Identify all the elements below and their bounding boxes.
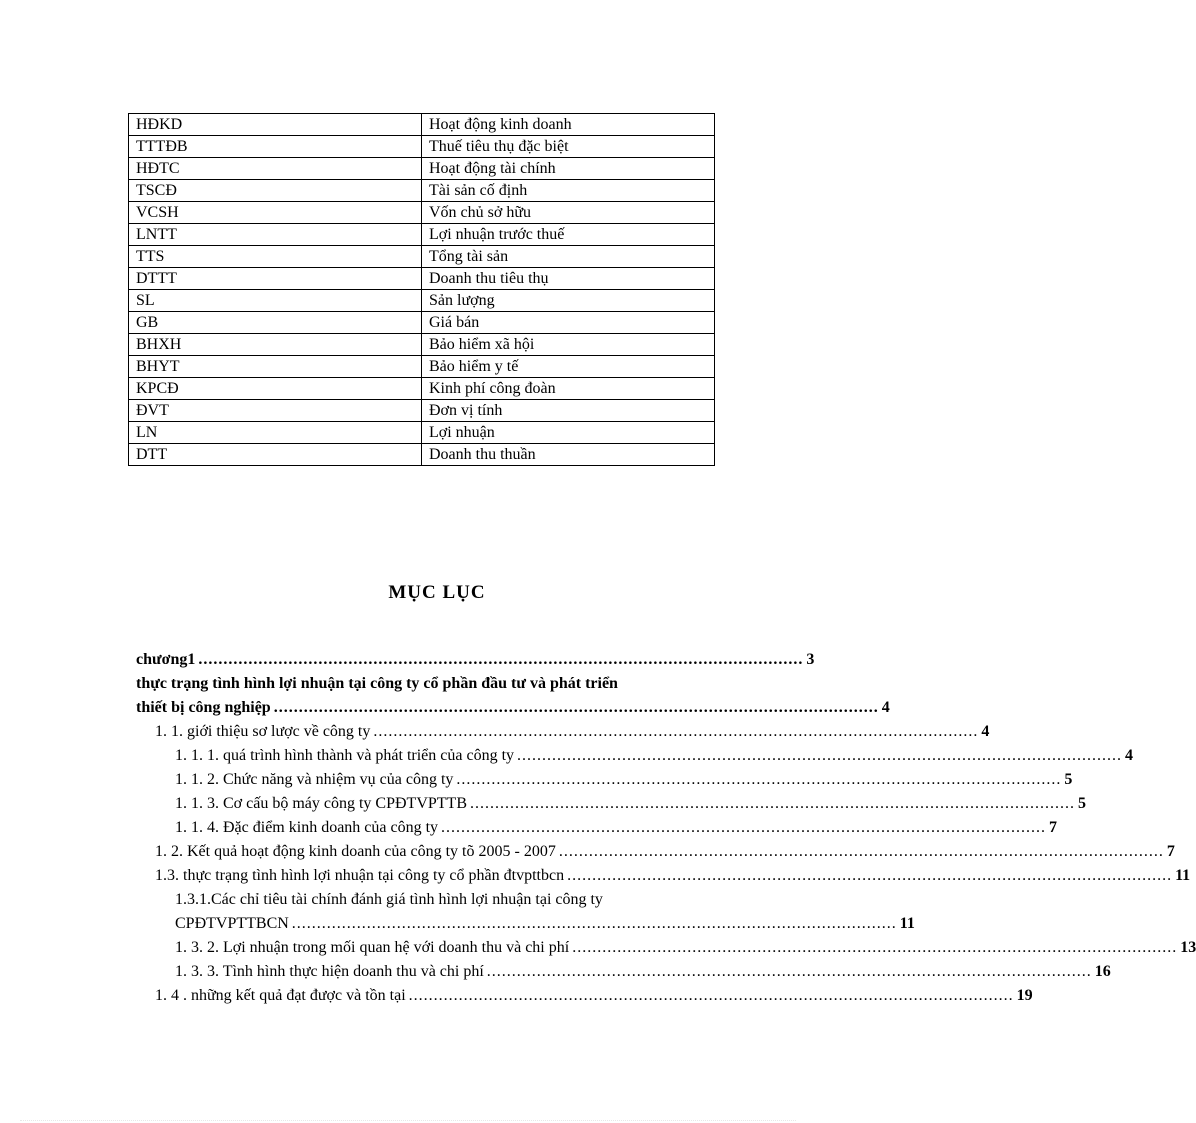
abbreviation-row [129, 378, 715, 400]
abbreviation-meaning: Sản lượng [422, 290, 715, 312]
toc-entry-text: 1. 3. 2. Lợi nhuận trong mối quan hệ với doanh thu và chi phí [175, 939, 570, 956]
abbreviation-meaning: Thuế tiêu thụ đặc biệt [422, 136, 715, 158]
toc-leader: ......................................................................................................................... [273, 699, 879, 716]
abbreviation-row [129, 158, 715, 180]
abbreviation-table [128, 113, 715, 466]
abbreviation-row [129, 400, 715, 422]
abbreviation-meaning: Giá bán [422, 312, 715, 334]
abbreviation-row [129, 224, 715, 246]
page-divider [20, 1120, 796, 1121]
toc-chapter-title-page: 4 [881, 699, 890, 716]
toc-entry[interactable] [175, 960, 1111, 984]
toc-title: MỤC LỤC [388, 582, 486, 603]
abbreviation-code: HĐKD [129, 114, 422, 136]
toc-leader: ......................................................................................................................... [373, 723, 979, 740]
toc-entry[interactable] [175, 912, 915, 936]
abbreviation-meaning: Lợi nhuận [422, 422, 715, 444]
abbreviation-code: TSCĐ [129, 180, 422, 202]
abbreviation-code: LN [129, 422, 422, 444]
toc-entry-page: 11 [1175, 867, 1191, 884]
toc-entry-page: 5 [1078, 795, 1086, 812]
toc-entry-page: 4 [981, 723, 990, 740]
toc-leader: ......................................................................................................................... [572, 939, 1178, 956]
abbreviation-code: LNTT [129, 224, 422, 246]
toc-entry-text: 1. 1. 2. Chức năng và nhiệm vụ của công ty [175, 771, 454, 788]
abbreviation-meaning: Bảo hiểm y tế [422, 356, 715, 378]
abbreviation-row [129, 444, 715, 466]
toc-entry[interactable] [175, 792, 1086, 816]
abbreviation-code: TTS [129, 246, 422, 268]
abbreviation-meaning: Đơn vị tính [422, 400, 715, 422]
toc-entry-text[interactable]: 1.3.1.Các chỉ tiêu tài chính đánh giá tình hình lợi nhuận tại công ty [175, 891, 603, 908]
toc-entry-page: 7 [1166, 843, 1175, 860]
toc-entry[interactable] [175, 744, 1134, 768]
abbreviation-meaning: Hoạt động tài chính [422, 158, 715, 180]
abbreviation-code: DTT [129, 444, 422, 466]
toc-leader: ......................................................................................................................... [456, 771, 1062, 788]
toc-entry-page: 13 [1180, 939, 1196, 956]
abbreviation-meaning: Tổng tài sản [422, 246, 715, 268]
toc-entry[interactable] [155, 984, 1033, 1008]
toc-leader: ......................................................................................................................... [470, 795, 1075, 812]
abbreviation-row [129, 202, 715, 224]
toc-entry-text: 1. 1. giới thiệu sơ lược về công ty [155, 723, 371, 740]
abbreviation-code: GB [129, 312, 422, 334]
toc-leader: ......................................................................................................................... [567, 867, 1173, 884]
abbreviation-meaning: Doanh thu thuần [422, 444, 715, 466]
toc-entry[interactable] [155, 720, 990, 744]
toc-chapter-title-line2[interactable] [136, 696, 890, 720]
toc-entry[interactable] [175, 816, 1058, 840]
toc-chapter-title-text: thiết bị công nghiệp [136, 699, 271, 716]
abbreviation-code: VCSH [129, 202, 422, 224]
abbreviation-code: ĐVT [129, 400, 422, 422]
toc-chapter[interactable] [136, 648, 815, 672]
abbreviation-row [129, 290, 715, 312]
toc-leader: ......................................................................................................................... [408, 987, 1014, 1004]
toc-entry-text: 1.3. thực trạng tình hình lợi nhuận tại công ty cổ phần đtvpttbcn [155, 867, 565, 884]
toc-entry-text: 1. 4 . những kết quả đạt được và tồn tại [155, 987, 406, 1004]
toc-entry-text: 1. 3. 3. Tình hình thực hiện doanh thu và chi phí [175, 963, 484, 980]
toc-entry-page: 7 [1049, 819, 1058, 836]
abbreviation-row [129, 268, 715, 290]
abbreviation-row [129, 312, 715, 334]
toc-entry[interactable] [175, 936, 1196, 960]
toc-leader: ......................................................................................................................... [441, 819, 1047, 836]
abbreviation-meaning: Tài sản cố định [422, 180, 715, 202]
abbreviation-meaning: Bảo hiểm xã hội [422, 334, 715, 356]
abbreviation-row [129, 334, 715, 356]
abbreviation-row [129, 114, 715, 136]
toc-entry-text: CPĐTVPTTBCN [175, 915, 289, 932]
toc-leader: ......................................................................................................................... [558, 843, 1164, 860]
abbreviation-row [129, 180, 715, 202]
abbreviation-code: TTTĐB [129, 136, 422, 158]
toc-entry[interactable] [155, 864, 1191, 888]
abbreviation-meaning: Lợi nhuận trước thuế [422, 224, 715, 246]
toc-entry-text: 1. 1. 4. Đặc điểm kinh doanh của công ty [175, 819, 439, 836]
abbreviation-code: SL [129, 290, 422, 312]
toc-leader: ......................................................................................................................... [486, 963, 1092, 980]
abbreviation-meaning: Kinh phí công đoàn [422, 378, 715, 400]
toc-chapter-title-line1[interactable]: thực trạng tình hình lợi nhuận tại công ty cổ phần đầu tư và phát triển [136, 675, 618, 692]
toc-chapter-text: chương1 [136, 651, 196, 668]
toc-chapter-page: 3 [806, 651, 815, 668]
toc-entry-text: 1. 1. 1. quá trình hình thành và phát triển của công ty [175, 747, 515, 764]
toc-entry-page: 16 [1094, 963, 1111, 980]
abbreviation-code: BHYT [129, 356, 422, 378]
toc-entry-page: 11 [899, 915, 915, 932]
toc-entry-page: 19 [1016, 987, 1033, 1004]
toc-entry[interactable] [175, 768, 1073, 792]
abbreviation-meaning: Vốn chủ sở hữu [422, 202, 715, 224]
abbreviation-row [129, 246, 715, 268]
toc-leader: ......................................................................................................................... [517, 747, 1123, 764]
abbreviation-code: HĐTC [129, 158, 422, 180]
abbreviation-meaning: Hoạt động kinh doanh [422, 114, 715, 136]
abbreviation-code: DTTT [129, 268, 422, 290]
toc-leader: ......................................................................................................................... [291, 915, 897, 932]
abbreviation-meaning: Doanh thu tiêu thụ [422, 268, 715, 290]
abbreviation-row [129, 136, 715, 158]
abbreviation-row [129, 356, 715, 378]
toc-entry[interactable] [155, 840, 1175, 864]
toc-entry-text: 1. 2. Kết quả hoạt động kinh doanh của công ty tõ 2005 - 2007 [155, 843, 556, 860]
abbreviation-code: BHXH [129, 334, 422, 356]
toc-entry-page: 5 [1064, 771, 1073, 788]
abbreviation-code: KPCĐ [129, 378, 422, 400]
toc-entry-page: 4 [1125, 747, 1134, 764]
toc-entry-text: 1. 1. 3. Cơ cấu bộ máy công ty CPĐTVPTTB [175, 795, 467, 812]
abbreviation-row [129, 422, 715, 444]
toc-leader: ......................................................................................................................... [198, 651, 804, 668]
